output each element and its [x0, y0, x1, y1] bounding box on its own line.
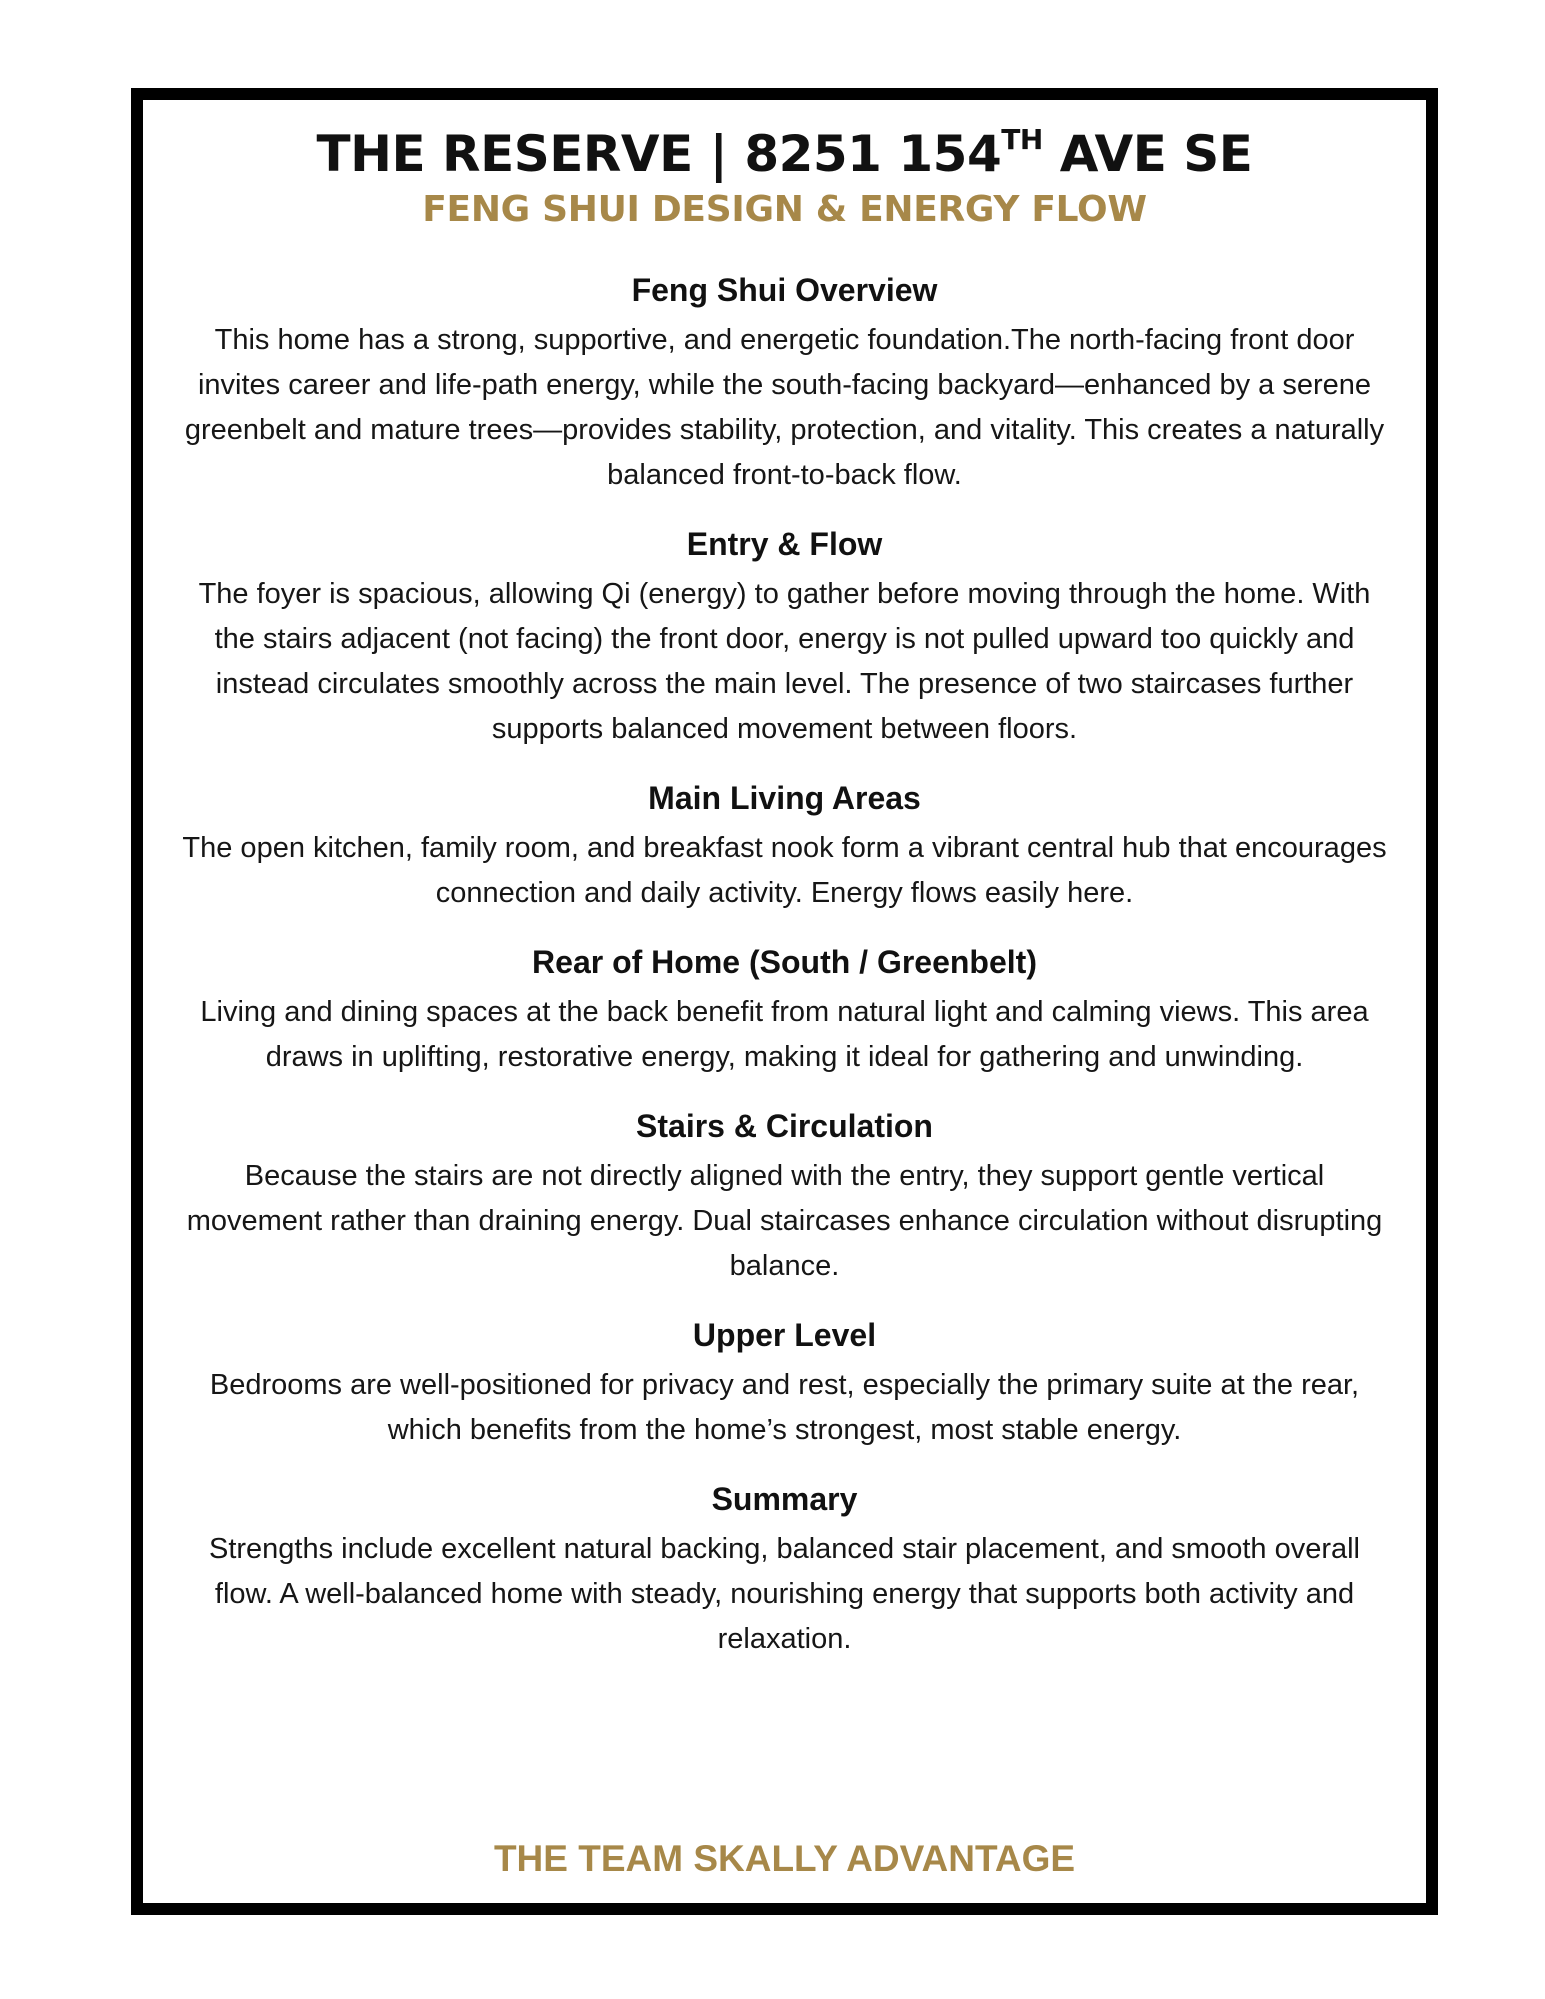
section-summary	[163, 1477, 1406, 1662]
title-street-type: AVE SE	[1042, 125, 1253, 183]
section-body: Because the stairs are not directly aligned with the entry, they support gentle vertical movement rather than draining energy. Dual staircases enhance circulation without disrupting balance.	[186, 1160, 1383, 1282]
section-upper-level	[163, 1313, 1406, 1453]
title-ordinal-suffix: TH	[1001, 123, 1043, 156]
section-body: Bedrooms are well-positioned for privacy and rest, especially the primary suite at the rear, which benefits from the home’s strongest, most stable energy.	[209, 1369, 1360, 1446]
page-title	[143, 122, 1426, 186]
section-body: The foyer is spacious, allowing Qi (energy) to gather before moving through the home. With the stairs adjacent (not facing) the front door, energy is not pulled upward too quickly and instead circulates smoothly across the main level. The presence of two staircases further supports balanced movement between floors.	[198, 578, 1371, 745]
section-heading: Summary	[711, 1481, 858, 1517]
title-address: THE RESERVE | 8251 154	[316, 125, 1002, 183]
section-feng-shui-overview	[163, 268, 1406, 498]
sections-container	[163, 268, 1406, 1686]
page-border-frame	[131, 88, 1438, 1915]
section-heading: Rear of Home (South / Greenbelt)	[532, 944, 1037, 980]
section-body: The open kitchen, family room, and breakfast nook form a vibrant central hub that encourages connection and daily activity. Energy flows easily here.	[182, 832, 1387, 909]
section-body: Living and dining spaces at the back benefit from natural light and calming views. This area draws in uplifting, restorative energy, making it ideal for gathering and unwinding.	[200, 996, 1369, 1073]
section-body: This home has a strong, supportive, and energetic foundation.The north-facing front door invites career and life-path energy, while the south-facing backyard—enhanced by a serene greenbelt and mature trees—provides stability, protection, and vitality. This creates a naturally balanced front-to-back flow.	[184, 324, 1385, 491]
section-heading: Main Living Areas	[648, 780, 921, 816]
footer-tagline: THE TEAM SKALLY ADVANTAGE	[493, 1838, 1076, 1879]
section-main-living-areas	[163, 776, 1406, 916]
section-body: Strengths include excellent natural backing, balanced stair placement, and smooth overall flow. A well-balanced home with steady, nourishing energy that supports both activity and relaxation.	[208, 1533, 1360, 1655]
section-heading: Entry & Flow	[686, 526, 883, 562]
page-subtitle: FENG SHUI DESIGN & ENERGY FLOW	[422, 189, 1147, 230]
section-stairs-circulation	[163, 1104, 1406, 1289]
section-heading: Feng Shui Overview	[631, 272, 938, 308]
section-rear-of-home	[163, 940, 1406, 1080]
section-entry-flow	[163, 522, 1406, 752]
section-heading: Upper Level	[692, 1317, 877, 1353]
document-content	[143, 100, 1426, 1903]
section-heading: Stairs & Circulation	[636, 1108, 933, 1144]
